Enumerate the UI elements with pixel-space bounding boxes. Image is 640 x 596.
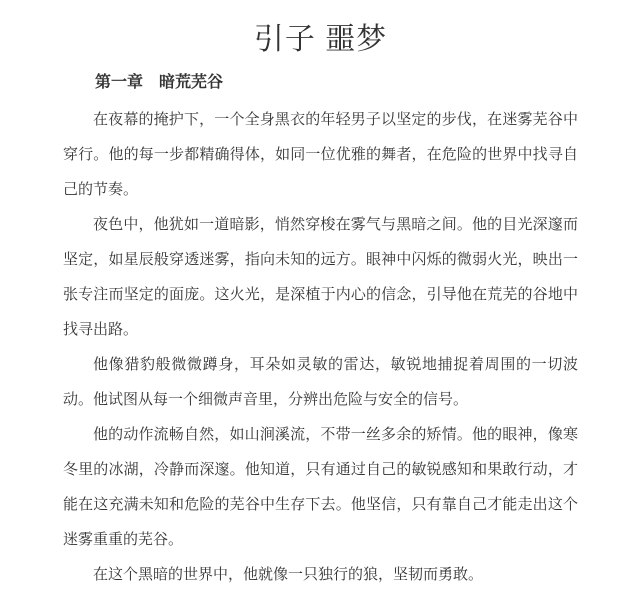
paragraph-1: 在夜幕的掩护下，一个全身黑衣的年轻男子以坚定的步伐，在迷雾芜谷中穿行。他的每一步都精确得体，如同一位优雅的舞者，在危险的世界中找寻自己的节奏。 xyxy=(63,111,578,198)
page-title: 引子 噩梦 xyxy=(253,23,388,56)
paragraph-4: 他的动作流畅自然，如山涧溪流，不带一丝多余的矫情。他的眼神，像寒冬里的冰湖，冷静而深邃。他知道，只有通过自己的敏锐感知和果敢行动，才能在这充满未知和危险的芜谷中生存下去。他坚信，只有靠自己才能走出这个迷雾重重的芜谷。 xyxy=(63,426,578,548)
paragraph-3: 他像猎豹般微微蹲身，耳朵如灵敏的雷达，敏锐地捕捉着周围的一切波动。他试图从每一个细微声音里，分辨出危险与安全的信号。 xyxy=(63,356,578,408)
paragraph-5: 在这个黑暗的世界中，他就像一只独行的狼，坚韧而勇敢。 xyxy=(93,566,484,583)
chapter-heading: 第一章 暗荒芜谷 xyxy=(95,74,224,91)
paragraph-2: 夜色中，他犹如一道暗影，悄然穿梭在雾气与黑暗之间。他的目光深邃而坚定，如星辰般穿透迷雾，指向未知的远方。眼神中闪烁的微弱火光，映出一张专注而坚定的面庞。这火光，是深植于内心的信念，引导他在荒芜的谷地中找寻出路。 xyxy=(63,216,578,338)
